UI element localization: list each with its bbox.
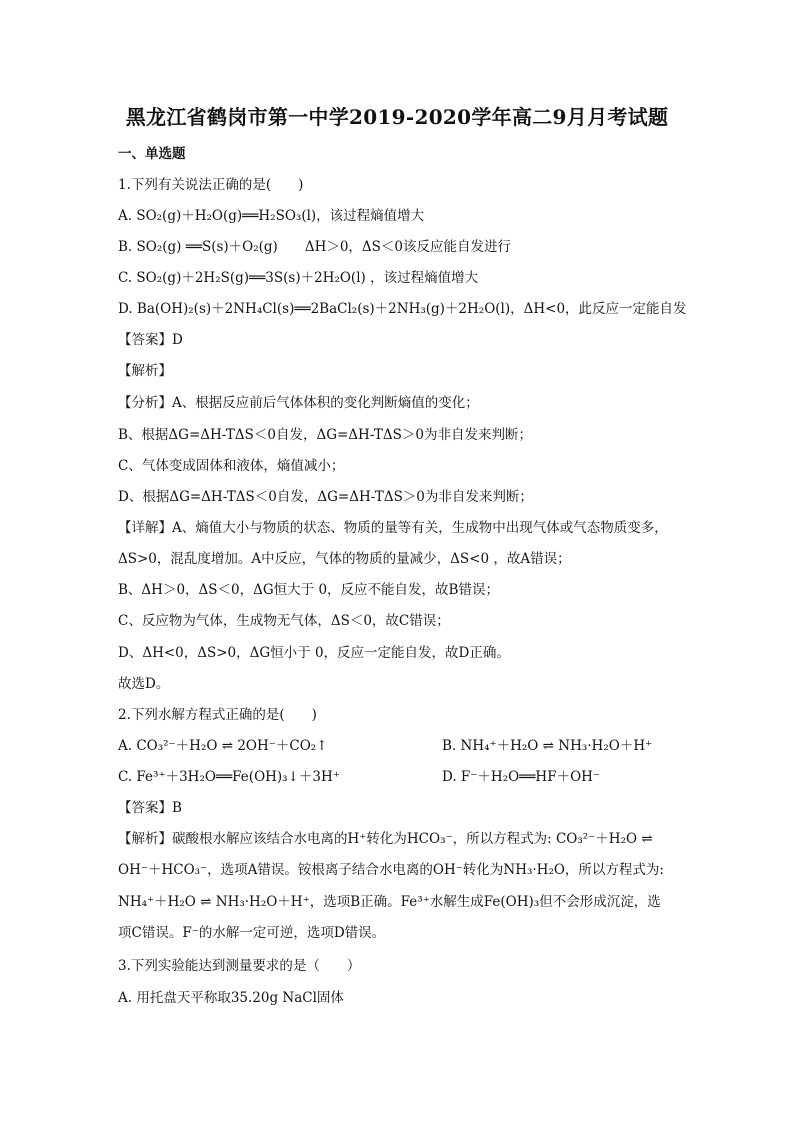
- q1-answer: 【答案】D: [118, 332, 183, 348]
- q1-option-a: A. SO₂(g)＋H₂O(g)══H₂SO₃(l)，该过程熵值增大: [118, 208, 425, 224]
- q1-detail-3: B、ΔH＞0，ΔS＜0，ΔG恒大于 0，反应不能自发，故B错误；: [118, 582, 499, 598]
- q1-option-d: D. Ba(OH)₂(s)＋2NH₄Cl(s)══2BaCl₂(s)＋2NH₃(g)＋2H₂O(l)，ΔH<0，此反应一定能自发: [118, 301, 687, 317]
- q1-stem: 1.下列有关说法正确的是( ): [118, 177, 304, 193]
- q1-analysis-2: B、根据ΔG=ΔH-TΔS＜0自发，ΔG=ΔH-TΔS＞0为非自发来判断；: [118, 427, 532, 443]
- q1-option-c: C. SO₂(g)＋2H₂S(g)══3S(s)＋2H₂O(l) ，该过程熵值增大: [118, 270, 479, 286]
- page-title: 黑龙江省鹤岗市第一中学2019-2020学年高二9月月考试题: [125, 105, 669, 129]
- q3-stem: 3.下列实验能达到测量要求的是（ ）: [118, 958, 361, 974]
- q2-option-b: B. NH₄⁺＋H₂O ⇌ NH₃·H₂O＋H⁺: [442, 738, 653, 754]
- q1-detail-1: 【详解】A、熵值大小与物质的状态、物质的量等有关，生成物中出现气体或气态物质变多，: [118, 520, 668, 536]
- q1-jiexi-label: 【解析】: [118, 363, 172, 379]
- q1-detail-5: D、ΔH<0，ΔS>0，ΔG恒小于 0，反应一定能自发，故D正确。: [118, 645, 510, 661]
- q2-option-d: D. F⁻＋H₂O══HF＋OH⁻: [442, 769, 601, 785]
- q2-explain-2: OH⁻＋HCO₃⁻，选项A错误。铵根离子结合水电离的OH⁻转化为NH₃·H₂O，所以方程式为:: [118, 862, 664, 878]
- q1-option-b: B. SO₂(g) ══S(s)＋O₂(g) ΔH＞0，ΔS＜0该反应能自发进行: [118, 239, 512, 255]
- q1-analysis-3: C、气体变成固体和液体，熵值减小；: [118, 458, 345, 474]
- q3-option-a: A. 用托盘天平称取35.20g NaCl固体: [118, 990, 344, 1006]
- q2-option-a: A. CO₃²⁻＋H₂O ⇌ 2OH⁻＋CO₂↑: [118, 738, 328, 754]
- q2-explain-1: 【解析】碳酸根水解应该结合水电离的H⁺转化为HCO₃⁻，所以方程式为: CO₃²⁻＋H₂O ⇌: [118, 831, 653, 847]
- q2-stem: 2.下列水解方程式正确的是( ): [118, 707, 317, 723]
- q2-answer: 【答案】B: [118, 800, 182, 816]
- q1-analysis-1: 【分析】A、根据反应前后气体体积的变化判断熵值的变化；: [118, 395, 479, 411]
- q1-detail-2: ΔS>0，混乱度增加。A中反应，气体的物质的量减少，ΔS<0 ，故A错误；: [118, 551, 571, 567]
- q2-explain-4: 项C错误。F⁻的水解一定可逆，选项D错误。: [118, 925, 386, 941]
- q1-detail-4: C、反应物为气体，生成物无气体，ΔS＜0，故C错误；: [118, 613, 450, 629]
- q1-detail-6: 故选D。: [118, 676, 170, 692]
- q1-analysis-4: D、根据ΔG=ΔH-TΔS＜0自发，ΔG=ΔH-TΔS＞0为非自发来判断；: [118, 489, 533, 505]
- q2-option-c: C. Fe³⁺＋3H₂O══Fe(OH)₃↓＋3H⁺: [118, 769, 340, 785]
- q2-explain-3: NH₄⁺＋H₂O ⇌ NH₃·H₂O＋H⁺，选项B正确。Fe³⁺水解生成Fe(OH)₃但不会形成沉淀，选: [118, 894, 661, 910]
- section-heading: 一、单选题: [118, 146, 186, 162]
